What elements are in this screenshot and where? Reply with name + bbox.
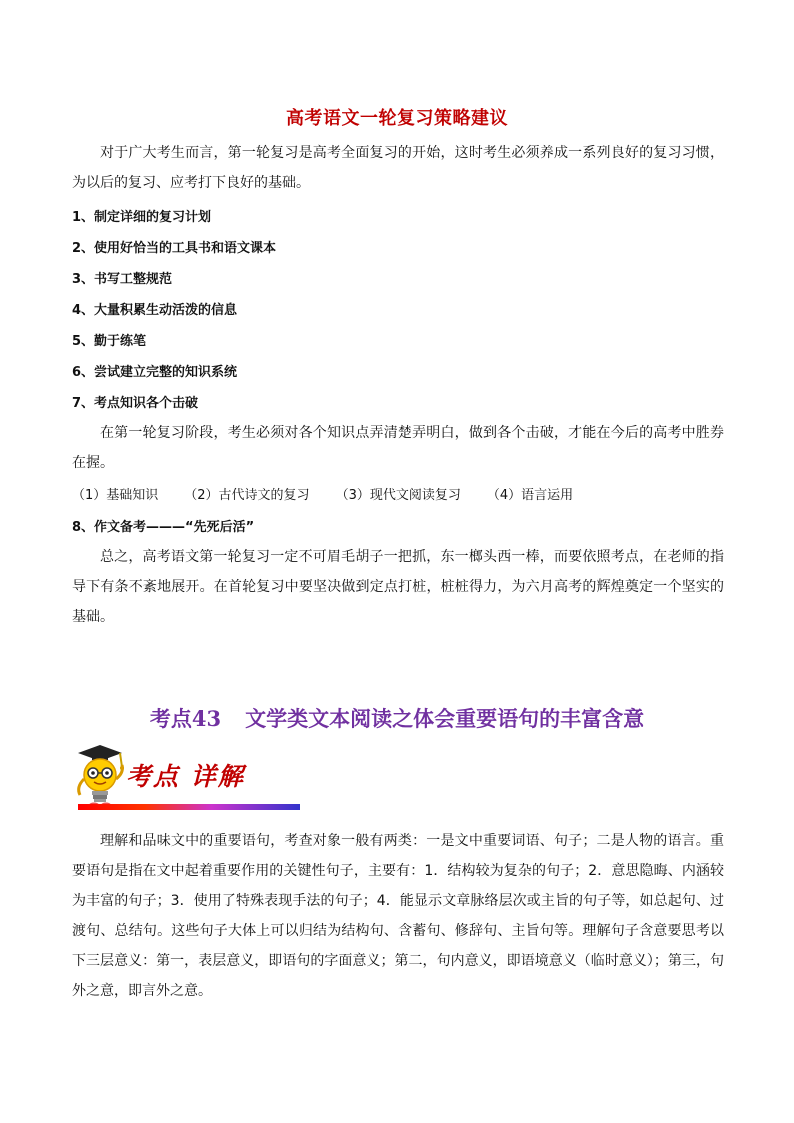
- list-item: 2、使用好恰当的工具书和语文课本: [72, 241, 277, 256]
- subitem: （2）古代诗文的复习: [184, 488, 310, 503]
- section-body-paragraph: 理解和品味文中的重要语句，考查对象一般有两类：一是文中重要词语、句子；二是人物的语言。重要语句是指在文中起着重要作用的关键性句子，主要有：1．结构较为复杂的句子；2．意思隐晦、内涵较为丰富的句子；3．使用了特殊表现手法的句子；4．能显示文章脉络层次或主旨的句子等，如总起句、过渡句、总结句。这些句子大体上可以归结为结构句、含蓄句、修辞句、主旨句等。理解句子含意要思考以下三层意义：第一，表层意义，即语句的字面意义；第二，句内意义，即语境意义（临时意义）；第三，句外之意，即言外之意。: [72, 833, 724, 999]
- list-item: 8、作文备考———“先死后活”: [72, 520, 255, 535]
- section-number: 考点43: [149, 706, 222, 731]
- subitem: （4）语言运用: [486, 488, 574, 503]
- banner-underline: [78, 804, 300, 810]
- banner-label: 考点 详解: [126, 762, 245, 791]
- list-item: 1、制定详细的复习计划: [72, 210, 212, 225]
- list-item: 7、考点知识各个击破: [72, 396, 199, 411]
- section-banner: [72, 743, 300, 813]
- list-item: 5、勤于练笔: [72, 334, 147, 349]
- intro-paragraph: 对于广大考生而言，第一轮复习是高考全面复习的开始，这时考生必须养成一系列良好的复习习惯，为以后的复习、应考打下良好的基础。: [72, 145, 724, 191]
- document-title: 高考语文一轮复习策略建议: [286, 108, 508, 129]
- subitem: （1）基础知识: [72, 488, 159, 503]
- subitem-row: [72, 484, 573, 503]
- list-item: 4、大量积累生动活泼的信息: [72, 303, 238, 318]
- list-item: 3、书写工整规范: [72, 272, 173, 287]
- section-heading: 文学类文本阅读之体会重要语句的丰富含意: [245, 706, 645, 731]
- scholar-bulb-icon: [72, 743, 128, 809]
- list-item: 6、尝试建立完整的知识系统: [72, 365, 238, 380]
- item7-paragraph: 在第一轮复习阶段，考生必须对各个知识点弄清楚弄明白，做到各个击破，才能在今后的高考中胜券在握。: [72, 425, 724, 471]
- subitem: （3）现代文阅读复习: [335, 488, 461, 503]
- conclusion-paragraph: 总之，高考语文第一轮复习一定不可眉毛胡子一把抓，东一榔头西一棒，而要依照考点，在老师的指导下有条不紊地展开。在首轮复习中要坚决做到定点打桩，桩桩得力，为六月高考的辉煌奠定一个坚实的基础。: [72, 549, 724, 625]
- section-title: [0, 703, 794, 733]
